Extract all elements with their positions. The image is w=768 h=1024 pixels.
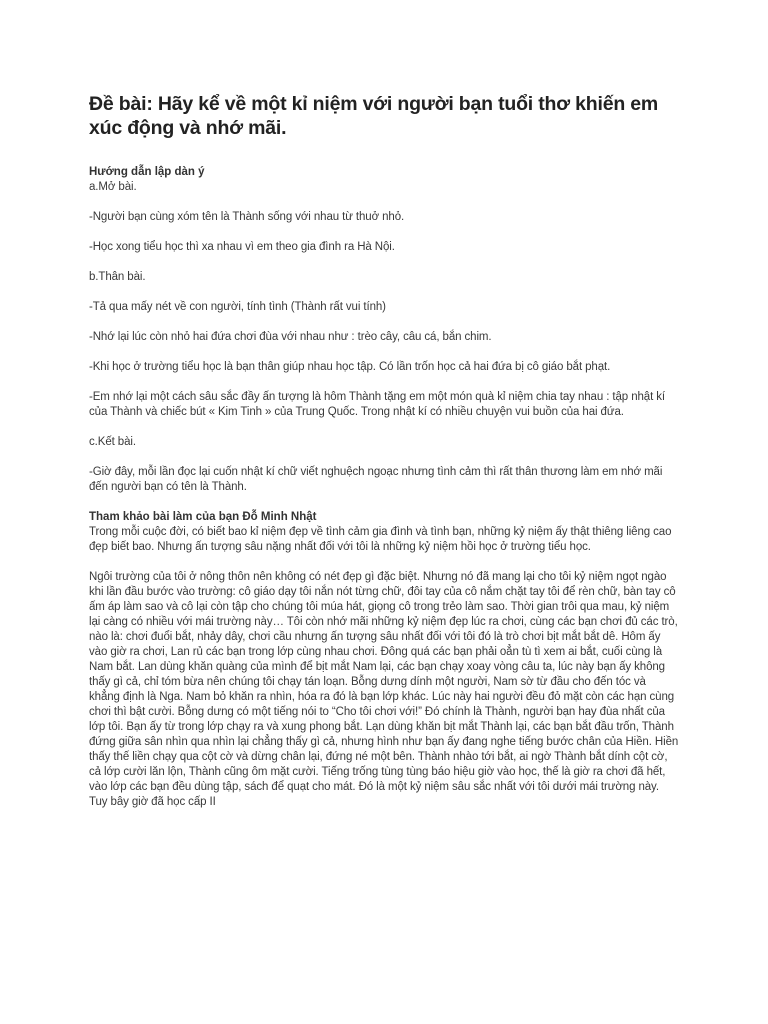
- document-title: Đề bài: Hãy kể về một kỉ niệm với người bạn tuổi thơ khiến em xúc động và nhớ mãi.: [89, 93, 659, 139]
- essay-paragraph: Ngôi trường của tôi ở nông thôn nên không có nét đẹp gì đặc biệt. Nhưng nó đã mang lại cho tôi kỷ niệm ngọt ngào khi lần đầu bước vào trường: cô giáo dạy tôi nắn nót từng chữ, đôi tay của cô nắm chặt tay tôi để rèn chữ, bàn tay cô ấm áp làm sao và cô lại còn tập cho chúng tôi múa hát, giọng cô trong trẻo làm sao. Thời gian trôi qua mau, kỷ niệm lại càng có nhiều với mái trường này… Tôi còn nhớ mãi những kỷ niệm đẹp lúc ra chơi, cùng các bạn chơi đủ các trò, nào là: chơi đuổi bắt, nhảy dây, chơi cầu nhưng ấn tượng sâu nhất đối với tôi đó là trò chơi bịt mắt bắt dê. Hôm ấy vào giờ ra chơi, Lan rủ các bạn trong lớp cùng nhau chơi. Đông quá các bạn phải oẳn tù tì xem ai bắt, cuối cùng là Nam bắt. Lan dùng khăn quàng của mình để bịt mắt Nam lại, các bạn chạy xoay vòng câu ta, lúc này bạn ấy không thấy gì cả, chỉ tóm bừa nên chúng tôi chạy tán loạn. Bỗng dưng dính một người, Nam sờ từ đầu cho đến tóc và khẳng định là Nga. Nam bỏ khăn ra nhìn, hóa ra đó là bạn lớp khác. Lúc này hai người đều đỏ mặt còn các hạn cùng chơi thì bật cười. Bỗng dưng có một tiếng nói to “Cho tôi chơi với!” Đó chính là Thành, người bạn hay đùa nhất của lớp tôi. Bạn ấy từ trong lớp chạy ra và xung phong bắt. Lạn dùng khăn bịt mắt Thành lại, các bạn bắt đầu trốn, Thành đứng giữa sân nhìn qua nhìn lại chẳng thấy gì cả, nhưng hình như bạn ấy đang nghe tiếng bước chân của Hiền. Hiền thấy thế liền chạy qua cột cờ và dừng chân lại, đứng né một bên. Thành nhào tới bắt, ai ngờ Thành bắt dính cột cờ, cả lớp cười lăn lộn, Thành cũng ôm mặt cười. Tiếng trống tùng tùng báo hiệu giờ vào học, thế là giờ ra chơi đã hết, vào lớp các bạn đều dùng tập, sách để quạt cho mát. Đó là một kỷ niệm sâu sắc nhất với tôi dưới mái trường này. Tuy bây giờ đã học cấp II: [89, 571, 679, 808]
- outline-heading: Hướng dẫn lập dàn ý: [89, 166, 205, 178]
- outline-paragraph: b.Thân bài.: [89, 271, 146, 283]
- outline-section: [89, 165, 679, 495]
- essay-heading: Tham khảo bài làm của bạn Đỗ Minh Nhật: [89, 511, 317, 523]
- outline-paragraph: -Giờ đây, mỗi lần đọc lại cuốn nhật kí chữ viết nghuệch ngoạc nhưng tình cảm thì rất thân thương làm em nhớ mãi đến người bạn có tên là Thành.: [89, 466, 663, 493]
- essay-paragraph: Trong mỗi cuộc đời, có biết bao kỉ niệm đẹp về tình cảm gia đình và tình bạn, những kỷ niệm ấy thật thiêng liêng cao đẹp biết bao. Nhưng ấn tượng sâu nặng nhất đối với tôi là những kỷ niệm hồi học ở trường tiểu học.: [89, 526, 672, 553]
- essay-section: [89, 510, 679, 810]
- outline-paragraph: -Người bạn cùng xóm tên là Thành sống với nhau từ thuở nhỏ.: [89, 211, 405, 223]
- document-page: [89, 92, 679, 825]
- outline-paragraph: -Học xong tiểu học thì xa nhau vì em theo gia đình ra Hà Nội.: [89, 241, 395, 253]
- outline-paragraph: a.Mở bài.: [89, 181, 137, 193]
- outline-paragraph: -Khi học ở trường tiểu học là bạn thân giúp nhau học tập. Có lần trốn học cả hai đứa bị cô giáo bắt phạt.: [89, 361, 611, 373]
- outline-paragraph: -Em nhớ lại một cách sâu sắc đầy ấn tượng là hôm Thành tặng em một món quà kỉ niệm chia tay nhau : tập nhật kí của Thành và chiếc bút « Kim Tinh » của Trung Quốc. Trong nhật kí có nhiều chuyện vui buồn của hai đứa.: [89, 391, 666, 418]
- outline-paragraph: c.Kết bài.: [89, 436, 136, 448]
- outline-paragraph: -Tả qua mấy nét về con người, tính tình (Thành rất vui tính): [89, 301, 386, 313]
- outline-paragraph: -Nhớ lại lúc còn nhỏ hai đứa chơi đùa với nhau như : trèo cây, câu cá, bắn chim.: [89, 331, 492, 343]
